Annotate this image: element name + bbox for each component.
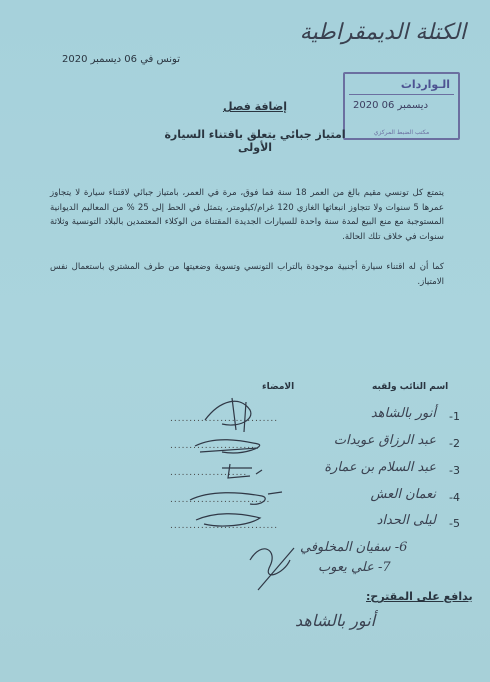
dotted-leader: ....................: [170, 468, 248, 478]
document-date: تونس في 06 ديسمبر 2020: [62, 54, 180, 65]
stamp-title: الـواردات: [400, 78, 450, 91]
stamp-footer: مكتب الضبط المركزي: [373, 129, 430, 136]
signature-mark: [195, 440, 260, 453]
signature-mark: [205, 398, 251, 432]
name-column-header: اسم النائب ولقبه: [372, 382, 449, 392]
defender-name: أنور بالشاهد: [295, 611, 376, 630]
signature-column-header: الامضاء: [262, 382, 295, 392]
row-number: 4-: [449, 491, 460, 504]
signature-mark: [250, 548, 294, 590]
document-subtitle: امتياز جبائي يتعلق باقتناء السيارة الأولى: [164, 128, 346, 154]
signatory-name: ليلى الحداد: [376, 513, 436, 528]
dotted-leader: ..........................: [170, 495, 271, 505]
row-number: 3-: [449, 464, 460, 477]
dotted-leader: ............................: [170, 521, 279, 531]
dotted-leader: ......................: [170, 441, 255, 451]
document-title: إضافة فصل: [222, 100, 288, 113]
signature-mark: [196, 514, 260, 526]
row-number: 1-: [449, 410, 460, 423]
signatory-name: عبد الرزاق عويدات: [333, 433, 436, 448]
stamp-date: 2020 ديسمبر 06: [353, 100, 429, 111]
handwritten-bloc-title: الكتلة الديمقراطية: [299, 20, 466, 45]
signatory-extra-6: 6- سفيان المخلوفي: [300, 540, 408, 555]
signature-mark: [190, 492, 282, 504]
paragraph-1: يتمتع كل تونسي مقيم بالغ من العمر 18 سنة فما فوق، مرة في العمر، بامتياز جبائي لاقتناء سيارة لا يتجاوز عمرها 5 سنوات ولا تتجاوز انبعاثها الغازي 120 غرام/كيلومتر، يتمثل في الحط إلى 25 % من المعاليم الديوانية المستوجبة مع منع البيع لمدة سنة واحدة للسيارات الجديدة المقتناة من الوكلاء المعتمدين بالبلاد التونسية وثلاثة سنوات في خلاف تلك الحالة.: [50, 188, 444, 242]
defender-label: يدافع على المقترح:: [366, 590, 473, 603]
signatory-name: نعمان العش: [370, 487, 436, 502]
signature-mark: [222, 464, 262, 478]
dotted-leader: ............................: [170, 414, 279, 424]
row-number: 5-: [449, 517, 460, 530]
paragraph-2: كما أن له اقتناء سيارة أجنبية موجودة بالتراب التونسي وتسوية وضعيتها من طرف المشتري باستعمال نفس الامتياز.: [50, 262, 444, 287]
signatory-name: أنور بالشاهد: [370, 406, 436, 421]
signatory-name: عبد السلام بن عمارة: [324, 460, 436, 475]
row-number: 2-: [449, 437, 460, 450]
signatory-extra-7: 7- علي يعوب: [318, 560, 391, 575]
